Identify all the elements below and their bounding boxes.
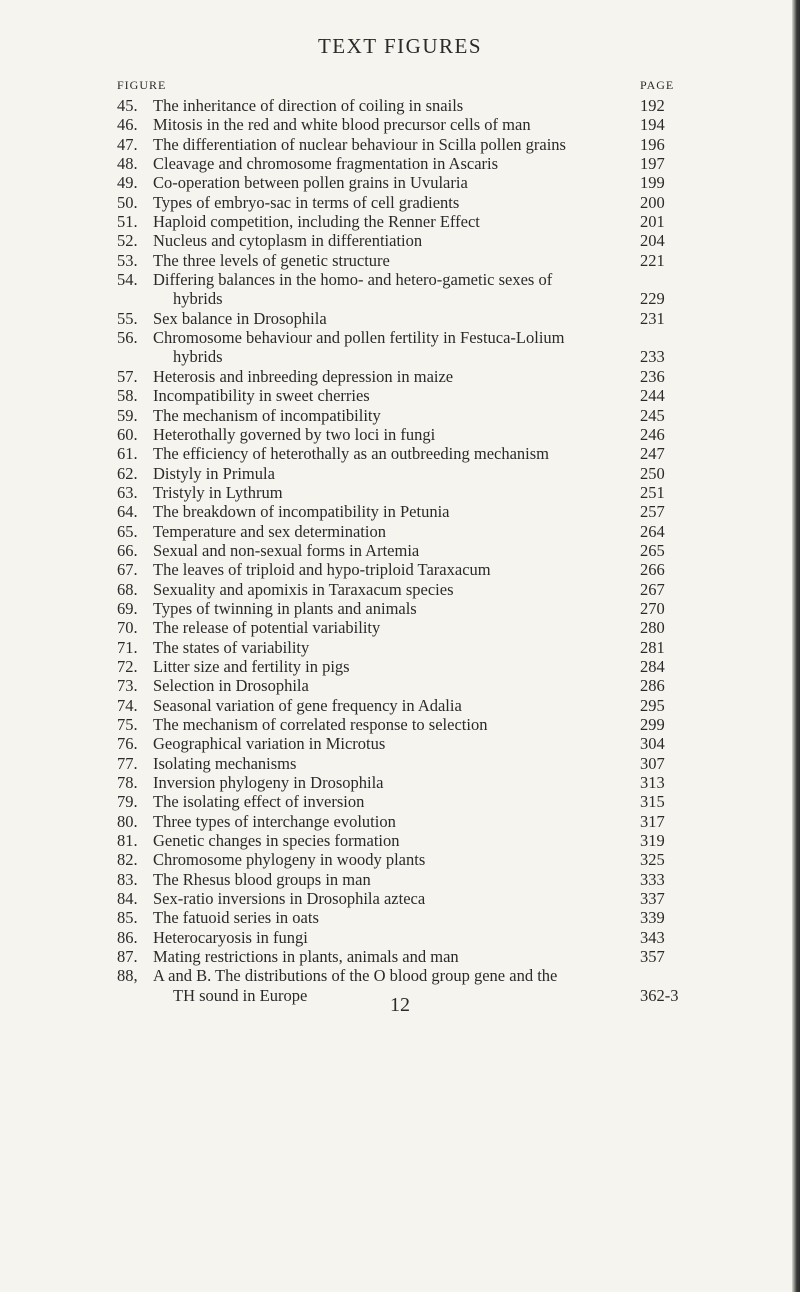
figure-title: The three levels of genetic structure	[153, 250, 390, 270]
list-item	[0, 251, 800, 270]
page-ref: 317	[640, 811, 665, 831]
figure-title: Inversion phylogeny in Drosophila	[153, 773, 384, 793]
page-ref: 315	[640, 792, 665, 812]
figure-title: TH sound in Europe	[173, 985, 308, 1005]
figure-title: Differing balances in the homo- and hetero-gametic sexes of	[153, 270, 553, 290]
list-item	[0, 657, 800, 676]
list-item	[0, 464, 800, 483]
list-item	[0, 734, 800, 753]
figure-title: Cleavage and chromosome fragmentation in Ascaris	[153, 154, 499, 174]
list-item	[0, 618, 800, 637]
figure-number: 69.	[117, 598, 138, 618]
figure-number: 76.	[117, 734, 138, 754]
list-item	[0, 831, 800, 850]
figure-title: Seasonal variation of gene frequency in Adalia	[153, 695, 462, 715]
figure-number: 52.	[117, 231, 138, 251]
figure-title: The fatuoid series in oats	[153, 908, 319, 928]
figure-number: 84.	[117, 889, 138, 909]
figure-title: Nucleus and cytoplasm in differentiation	[153, 231, 423, 251]
figure-number: 51.	[117, 212, 138, 232]
page-ref: 192	[640, 96, 665, 115]
list-item	[0, 444, 800, 463]
figure-number: 79.	[117, 792, 138, 812]
figure-title: The efficiency of heterothally as an outbreeding mechanism	[153, 444, 549, 464]
figure-number: 70.	[117, 618, 138, 638]
list-item	[0, 309, 800, 328]
figure-number: 64.	[117, 502, 138, 522]
figure-number: 61.	[117, 444, 138, 464]
list-item	[0, 135, 800, 154]
page-ref: 281	[640, 637, 665, 657]
page-ref: 362-3	[640, 985, 679, 1005]
page-ref: 304	[640, 734, 665, 754]
figure-title: hybrids	[173, 347, 223, 367]
figure-title: Heterocaryosis in fungi	[153, 927, 308, 947]
figure-number: 66.	[117, 540, 138, 560]
figure-list	[0, 96, 800, 1005]
figure-number: 80.	[117, 811, 138, 831]
figure-title: Co-operation between pollen grains in Uvularia	[153, 173, 468, 193]
figure-title: The states of variability	[153, 637, 310, 657]
figure-title: Temperature and sex determination	[153, 521, 386, 541]
page-ref: 357	[640, 947, 665, 967]
figure-title: The release of potential variability	[153, 618, 381, 638]
list-item	[0, 754, 800, 773]
figure-title: hybrids	[173, 289, 223, 309]
figure-number: 67.	[117, 560, 138, 580]
figure-number: 81.	[117, 831, 138, 851]
list-item	[0, 928, 800, 947]
figure-title: A and B. The distributions of the O blood group gene and the	[153, 966, 558, 986]
figure-number: 47.	[117, 134, 138, 154]
page-ref: 199	[640, 173, 665, 193]
page-ref: 236	[640, 366, 665, 386]
list-item	[0, 231, 800, 250]
figure-title: Geographical variation in Microtus	[153, 734, 386, 754]
figure-number: 78.	[117, 773, 138, 793]
page-ref: 265	[640, 540, 665, 560]
figure-number: 56.	[117, 328, 138, 348]
page-ref: 319	[640, 831, 665, 851]
list-item	[0, 173, 800, 192]
page-ref: 250	[640, 463, 665, 483]
page-ref: 286	[640, 676, 665, 696]
page-ref: 257	[640, 502, 665, 522]
figure-title: Heterosis and inbreeding depression in maize	[153, 366, 454, 386]
figure-title: The isolating effect of inversion	[153, 792, 365, 812]
page-ref: 280	[640, 618, 665, 638]
figure-number: 71.	[117, 637, 138, 657]
figure-number: 63.	[117, 482, 138, 502]
page-ref: 231	[640, 308, 665, 328]
figure-number: 49.	[117, 173, 138, 193]
figure-title: Litter size and fertility in pigs	[153, 656, 350, 676]
list-item	[0, 483, 800, 502]
figure-title: The differentiation of nuclear behaviour in Scilla pollen grains	[153, 134, 566, 154]
page-ref: 194	[640, 115, 665, 135]
figure-title: Types of embryo-sac in terms of cell gradients	[153, 192, 460, 212]
figure-number: 68.	[117, 579, 138, 599]
figure-title: The mechanism of incompatibility	[153, 405, 381, 425]
figure-number: 87.	[117, 947, 138, 967]
list-item	[0, 638, 800, 657]
figure-title: Haploid competition, including the Renner Effect	[153, 212, 480, 232]
figure-number: 58.	[117, 386, 138, 406]
page-ref: 221	[640, 250, 665, 270]
figure-title: Sex balance in Drosophila	[153, 308, 327, 328]
list-item	[0, 773, 800, 792]
figure-number: 50.	[117, 192, 138, 212]
list-item	[0, 193, 800, 212]
page-ref: 246	[640, 424, 665, 444]
list-item	[0, 850, 800, 869]
figure-number: 85.	[117, 908, 138, 928]
figure-number: 82.	[117, 850, 138, 870]
list-item	[0, 812, 800, 831]
list-item	[0, 676, 800, 695]
list-item	[0, 270, 800, 309]
page-ref: 196	[640, 134, 665, 154]
list-item	[0, 599, 800, 618]
figure-title: The leaves of triploid and hypo-triploid Taraxacum	[153, 560, 491, 580]
figure-number: 55.	[117, 308, 138, 328]
figure-title: Selection in Drosophila	[153, 676, 309, 696]
list-item	[0, 96, 800, 115]
list-item	[0, 908, 800, 927]
figure-title: Heterothally governed by two loci in fungi	[153, 424, 436, 444]
list-item	[0, 522, 800, 541]
figure-number: 72.	[117, 656, 138, 676]
page-ref: 343	[640, 927, 665, 947]
page-number: 12	[390, 994, 410, 1016]
list-item	[0, 367, 800, 386]
figure-title: The inheritance of direction of coiling in snails	[153, 96, 464, 115]
page-ref: 307	[640, 753, 665, 773]
page-title: TEXT FIGURES	[317, 34, 483, 58]
list-item	[0, 502, 800, 521]
figure-title: Mitosis in the red and white blood precursor cells of man	[153, 115, 531, 135]
page-ref: 200	[640, 192, 665, 212]
figure-title: The breakdown of incompatibility in Petunia	[153, 502, 450, 522]
figure-title: Chromosome phylogeny in woody plants	[153, 850, 426, 870]
list-item	[0, 870, 800, 889]
list-item	[0, 406, 800, 425]
list-item	[0, 425, 800, 444]
list-item	[0, 541, 800, 560]
page-ref: 247	[640, 444, 665, 464]
figure-title: Sexual and non-sexual forms in Artemia	[153, 540, 420, 560]
figure-number: 88,	[117, 966, 138, 986]
page-ref: 264	[640, 521, 665, 541]
page-ref: 333	[640, 869, 665, 889]
figure-title: Genetic changes in species formation	[153, 831, 400, 851]
page-ref: 245	[640, 405, 665, 425]
figure-number: 77.	[117, 753, 138, 773]
page-column-header: PAGE	[640, 78, 675, 92]
page-ref: 233	[640, 347, 665, 367]
list-item	[0, 115, 800, 134]
figure-number: 45.	[117, 96, 138, 115]
page-ref: 299	[640, 715, 665, 734]
page-ref: 337	[640, 889, 665, 909]
figure-number: 74.	[117, 695, 138, 715]
figure-number: 86.	[117, 927, 138, 947]
figure-number: 83.	[117, 869, 138, 889]
list-item	[0, 580, 800, 599]
figure-title: The Rhesus blood groups in man	[153, 869, 371, 889]
figure-title: Types of twinning in plants and animals	[153, 598, 417, 618]
figure-title: Sex-ratio inversions in Drosophila azteca	[153, 889, 426, 909]
figure-title: Distyly in Primula	[153, 463, 275, 483]
figure-number: 65.	[117, 521, 138, 541]
figure-number: 46.	[117, 115, 138, 135]
page-ref: 244	[640, 386, 665, 406]
page-ref: 197	[640, 154, 665, 174]
list-item	[0, 386, 800, 405]
list-item	[0, 715, 800, 734]
figure-number: 53.	[117, 250, 138, 270]
list-item	[0, 947, 800, 966]
figure-number: 73.	[117, 676, 138, 696]
figure-number: 60.	[117, 424, 138, 444]
figure-column-header: FIGURE	[117, 78, 167, 92]
page-ref: 295	[640, 695, 665, 715]
page-ref: 284	[640, 656, 665, 676]
figure-title: Sexuality and apomixis in Taraxacum species	[153, 579, 454, 599]
figure-number: 75.	[117, 715, 138, 734]
figure-title: Chromosome behaviour and pollen fertility in Festuca-Lolium	[153, 328, 565, 348]
figure-number: 54.	[117, 270, 138, 290]
page-ref: 266	[640, 560, 665, 580]
figure-title: Isolating mechanisms	[153, 753, 297, 773]
figure-number: 57.	[117, 366, 138, 386]
figure-title: Three types of interchange evolution	[153, 811, 396, 831]
page-ref: 339	[640, 908, 665, 928]
list-item	[0, 560, 800, 579]
page-ref: 204	[640, 231, 665, 251]
list-item	[0, 212, 800, 231]
list-item	[0, 154, 800, 173]
list-item	[0, 889, 800, 908]
page-ref: 313	[640, 773, 665, 793]
figure-number: 59.	[117, 405, 138, 425]
page-ref: 201	[640, 212, 665, 232]
list-item	[0, 328, 800, 367]
figure-title: Incompatibility in sweet cherries	[153, 386, 370, 406]
page-ref: 251	[640, 482, 665, 502]
figure-title: Tristyly in Lythrum	[153, 482, 283, 502]
figure-title: The mechanism of correlated response to selection	[153, 715, 488, 734]
page-ref: 229	[640, 289, 665, 309]
list-item	[0, 696, 800, 715]
figure-number: 62.	[117, 463, 138, 483]
figure-number: 48.	[117, 154, 138, 174]
list-item	[0, 792, 800, 811]
page-ref: 267	[640, 579, 665, 599]
page-ref: 270	[640, 598, 665, 618]
page-ref: 325	[640, 850, 665, 870]
figure-title: Mating restrictions in plants, animals and man	[153, 947, 459, 967]
